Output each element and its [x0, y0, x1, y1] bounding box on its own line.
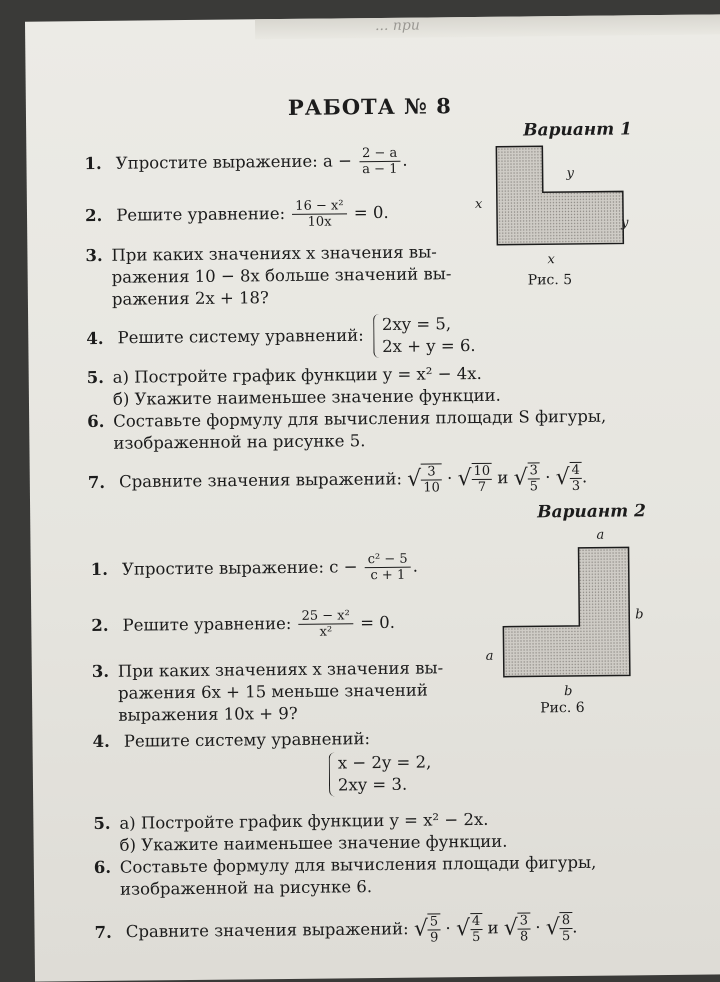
- conjunction: и: [487, 918, 499, 938]
- task-number: 7.: [87, 472, 106, 492]
- textbook-page: [25, 14, 720, 981]
- fig6-label-b-right: b: [635, 607, 644, 623]
- page-title: РАБОТА № 8: [287, 93, 452, 120]
- task-number: 1.: [84, 153, 102, 174]
- v1-task-6: [87, 406, 607, 455]
- task-number: 4.: [92, 731, 110, 752]
- equation-2: 2xy = 3.: [337, 774, 408, 795]
- v1-task-2: [85, 198, 389, 232]
- task-line-2: изображенной на рисунке 6.: [119, 877, 373, 899]
- fraction: [298, 608, 353, 640]
- numerator: 16 − x²: [292, 198, 346, 215]
- v1-task-5: [87, 363, 501, 411]
- fig6-label-a-left: a: [485, 648, 494, 664]
- task-line-1: Составьте формулу для вычисления площади фигуры,: [119, 852, 597, 877]
- equation-system: [329, 751, 432, 796]
- v2-task-3: [92, 657, 444, 727]
- figure-6-caption: Рис. 6: [540, 699, 585, 717]
- fig5-label-x-bottom: x: [547, 252, 555, 268]
- task-number: 4.: [86, 328, 104, 348]
- task-line-3: ражения 2x + 18?: [111, 288, 269, 309]
- v2-task-1: [91, 552, 419, 586]
- v2-task-7: 7. Сравните значения выражений: √ $\frac{5}{9}$ · √ $\frac{4}{5}$ и √ $\frac{3}{8}$ · √ $\frac{8}{5}$ .: [94, 913, 578, 946]
- fig5-label-y-right: y: [621, 215, 629, 231]
- task-line-2: б) Укажите наименьшее значение функции.: [119, 831, 508, 855]
- multiply-dot: ·: [545, 467, 551, 487]
- sqrt-fraction: √ $\frac{3}{8}$: [503, 913, 529, 945]
- sqrt-fraction: √ $\frac{8}{5}$: [545, 913, 571, 945]
- variant2-heading: Вариант 2: [537, 501, 647, 523]
- task-number: 3.: [85, 245, 103, 266]
- variant1-heading: Вариант 1: [523, 119, 633, 141]
- denominator: c + 1: [370, 567, 406, 584]
- v2-task-2: [91, 608, 395, 642]
- expr-tail: .: [402, 150, 408, 170]
- multiply-dot: ·: [446, 468, 453, 488]
- multiply-dot: ·: [535, 917, 541, 937]
- denominator: a − 1: [362, 161, 398, 178]
- fig6-label-a-top: a: [596, 527, 605, 543]
- task-line-2: изображенной на рисунке 5.: [113, 431, 366, 453]
- task-text: Решите систему уравнений:: [123, 729, 371, 751]
- equation-1: x − 2y = 2,: [337, 752, 432, 773]
- sqrt-fraction: √ $\frac{3}{5}$: [513, 463, 539, 495]
- numerator: 25 − x²: [298, 608, 352, 625]
- equation-system: [373, 313, 476, 358]
- task-text: Упростите выражение:: [121, 557, 325, 579]
- task-line-2: ражения 10 − 8x больше значений вы-: [111, 264, 452, 287]
- task-line-3: выражения 10x + 9?: [118, 703, 298, 725]
- task-number: 2.: [84, 205, 103, 226]
- equation-1: 2xy = 5,: [381, 314, 452, 334]
- v1-task-7: 7. Сравните значения выражений: √ $\frac{3}{10}$ · √ $\frac{10}{7}$ и √ $\frac{3}{5}$ · √ $\frac{4}{3}$ .: [87, 462, 588, 496]
- figure-6-shape: [501, 545, 642, 686]
- task-number: 5.: [93, 813, 111, 834]
- numerator: c² − 5: [365, 552, 411, 568]
- expr-tail: .: [412, 556, 419, 576]
- fraction: [359, 146, 401, 177]
- task-line-1: а) Постройте график функции y = x² − 4x.: [112, 363, 482, 387]
- sqrt-fraction: √ $\frac{4}{3}$: [555, 462, 581, 494]
- multiply-dot: ·: [445, 918, 451, 938]
- task-text: Решите систему уравнений:: [117, 325, 364, 348]
- numerator: 2 − a: [359, 146, 400, 162]
- denominator: 10x: [307, 214, 332, 230]
- v2-task-5: [93, 809, 507, 857]
- fig5-label-y-top: y: [566, 165, 575, 182]
- task-number: 5.: [86, 367, 105, 388]
- task-text: Решите уравнение:: [122, 613, 292, 635]
- fraction: [365, 552, 411, 583]
- task-number: 7.: [94, 922, 112, 942]
- expr-lead: a −: [322, 151, 353, 171]
- task-number: 1.: [90, 559, 109, 580]
- v1-task-3: [85, 241, 451, 311]
- fig6-label-b-bottom: b: [563, 683, 573, 700]
- task-text: Упростите выражение:: [115, 151, 318, 173]
- v2-task-6: [94, 852, 597, 901]
- sqrt-fraction: √ $\frac{5}{9}$: [413, 914, 439, 946]
- v2-task-4-system: [325, 751, 432, 796]
- equation-2: 2x + y = 6.: [382, 335, 476, 356]
- v1-task-4: [86, 313, 476, 361]
- expr-lead: c −: [329, 557, 358, 577]
- figure-5-shape: [494, 143, 645, 255]
- task-line-1: При каких значениях x значения вы-: [111, 242, 437, 265]
- v2-task-4: [92, 728, 370, 753]
- task-line-2: б) Укажите наименьшее значение функции.: [112, 385, 501, 409]
- task-number: 6.: [93, 857, 112, 878]
- task-text: Сравните значения выражений:: [125, 919, 409, 942]
- expr-tail: = 0.: [353, 202, 389, 223]
- conjunction: и: [497, 468, 509, 488]
- v1-task-1: [84, 146, 407, 180]
- task-number: 2.: [91, 615, 109, 636]
- sqrt-fraction: √ $\frac{4}{5}$: [455, 913, 481, 946]
- task-line-1: При каких значениях x значения вы-: [117, 658, 444, 681]
- fraction: [292, 198, 347, 230]
- sqrt-fraction: √ $\frac{3}{10}$: [407, 464, 440, 496]
- task-text: Решите уравнение:: [116, 203, 286, 225]
- figure-5-caption: Рис. 5: [527, 271, 573, 289]
- sqrt-fraction: √ $\frac{10}{7}$: [457, 463, 492, 495]
- task-number: 6.: [87, 411, 105, 432]
- task-line-2: ражения 6x + 15 меньше значений: [117, 680, 428, 703]
- denominator: x²: [319, 624, 333, 640]
- task-number: 3.: [91, 661, 110, 682]
- previous-page-fragment: ... при: [255, 14, 720, 39]
- task-line-1: а) Постройте график функции y = x² − 2x.: [119, 809, 489, 833]
- task-text: Сравните значения выражений:: [118, 469, 403, 492]
- fig5-label-x-left: x: [474, 196, 483, 212]
- expr-tail: = 0.: [360, 612, 396, 633]
- task-line-1: Составьте формулу для вычисления площади S фигуры,: [113, 406, 607, 431]
